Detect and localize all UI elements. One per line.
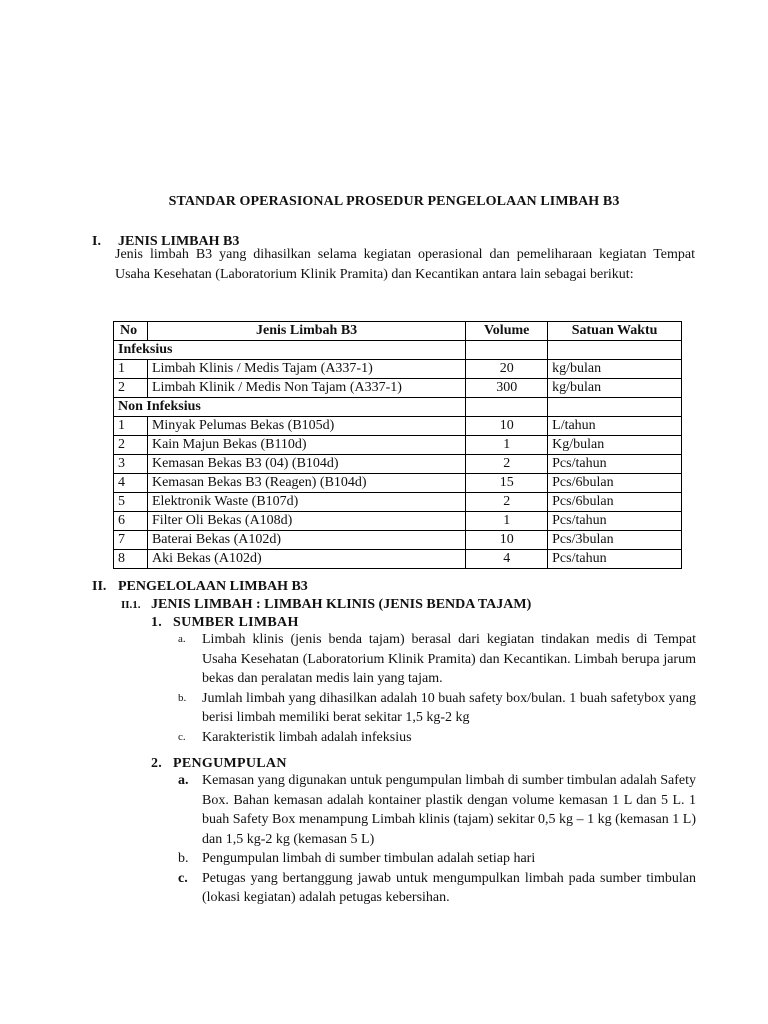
cell-no: 1: [114, 417, 148, 436]
cell-volume: 1: [466, 512, 548, 531]
empty-cell: [548, 341, 682, 360]
step-1-number: 1.: [151, 615, 163, 630]
cell-satuan: Pcs/tahun: [548, 455, 682, 474]
cell-satuan: Kg/bulan: [548, 436, 682, 455]
cell-jenis: Kemasan Bekas B3 (Reagen) (B104d): [147, 474, 465, 493]
cell-volume: 300: [466, 379, 548, 398]
table-row: [114, 474, 682, 493]
step-1-title: SUMBER LIMBAH: [173, 615, 299, 630]
cell-jenis: Aki Bekas (A102d): [147, 550, 465, 569]
section-2-title: PENGELOLAAN LIMBAH B3: [118, 579, 308, 594]
cell-no: 4: [114, 474, 148, 493]
cell-volume: 1: [466, 436, 548, 455]
item-marker: c.: [178, 730, 186, 743]
step-2-title: PENGUMPULAN: [173, 756, 287, 771]
cell-satuan: Pcs/tahun: [548, 550, 682, 569]
section-2-heading: [92, 577, 308, 597]
empty-cell: [548, 398, 682, 417]
section-1-number: I.: [92, 234, 101, 249]
table-header-row: [114, 322, 682, 341]
list-item: [178, 849, 696, 869]
table-row: [114, 436, 682, 455]
header-satuan: Satuan Waktu: [548, 322, 682, 341]
item-text: Pengumpulan limbah di sumber timbulan adalah setiap hari: [202, 851, 536, 866]
subsection-number: II.1.: [121, 599, 141, 611]
cell-volume: 4: [466, 550, 548, 569]
cell-no: 5: [114, 493, 148, 512]
cell-volume: 20: [466, 360, 548, 379]
table-row: [114, 493, 682, 512]
cell-jenis: Kain Majun Bekas (B110d): [147, 436, 465, 455]
step-2-list: [178, 771, 696, 908]
cell-satuan: kg/bulan: [548, 360, 682, 379]
table-group-row: [114, 398, 682, 417]
cell-no: 2: [114, 436, 148, 455]
item-marker: a.: [178, 633, 186, 645]
cell-no: 8: [114, 550, 148, 569]
table-row: [114, 417, 682, 436]
waste-table: [113, 321, 682, 569]
cell-no: 1: [114, 360, 148, 379]
cell-jenis: Minyak Pelumas Bekas (B105d): [147, 417, 465, 436]
cell-jenis: Filter Oli Bekas (A108d): [147, 512, 465, 531]
cell-jenis: Baterai Bekas (A102d): [147, 531, 465, 550]
header-jenis: Jenis Limbah B3: [147, 322, 465, 341]
list-item: [178, 630, 696, 689]
section-1-title: JENIS LIMBAH B3: [118, 234, 240, 249]
table-row: [114, 531, 682, 550]
cell-volume: 15: [466, 474, 548, 493]
cell-satuan: Pcs/tahun: [548, 512, 682, 531]
step-2-number: 2.: [151, 756, 163, 771]
document-title: STANDAR OPERASIONAL PROSEDUR PENGELOLAAN LIMBAH B3: [168, 194, 620, 209]
cell-no: 3: [114, 455, 148, 474]
item-text: Limbah klinis (jenis benda tajam) berasal dari kegiatan tindakan medis di Tempat Usaha Kesehatan (Laboratorium Klinik Pramita) dan Kecantikan. Limbah berupa jarum bekas dan peralatan medis lain yang tajam.: [202, 632, 696, 686]
header-no: No: [114, 322, 148, 341]
group-label: Infeksius: [114, 341, 466, 360]
item-text: Jumlah limbah yang dihasilkan adalah 10 buah safety box/bulan. 1 buah safetybox yang berisi limbah memiliki berat sekitar 1,5 kg-2 kg: [202, 690, 696, 725]
table-row: [114, 455, 682, 474]
empty-cell: [466, 398, 548, 417]
item-text: Karakteristik limbah adalah infeksius: [202, 729, 412, 745]
table-row: [114, 550, 682, 569]
cell-satuan: kg/bulan: [548, 379, 682, 398]
list-item: [178, 869, 696, 908]
item-text: Kemasan yang digunakan untuk pengumpulan limbah di sumber timbulan adalah Safety Box. Bahan kemasan adalah kontainer plastik dengan volume kemasan 1 L dan 5 L. 1 buah Safety Box menampung Limbah klinis (tajam) sekitar 0,5 kg – 1 kg (kemasan 1 L) dan 1,5 kg-2 kg (kemasan 5 L): [202, 773, 696, 847]
cell-volume: 2: [466, 493, 548, 512]
cell-satuan: Pcs/6bulan: [548, 493, 682, 512]
subsection-title: JENIS LIMBAH : LIMBAH KLINIS (JENIS BENDA TAJAM): [151, 597, 532, 612]
item-marker: b.: [178, 851, 189, 866]
cell-satuan: Pcs/3bulan: [548, 531, 682, 550]
cell-volume: 10: [466, 531, 548, 550]
section-1-intro: Jenis limbah B3 yang dihasilkan selama kegiatan operasional dan pemeliharaan kegiatan Tempat Usaha Kesehatan (Laboratorium Klinik Pramita) dan Kecantikan antara lain sebagai berikut:: [115, 247, 695, 282]
item-text: Petugas yang bertanggung jawab untuk mengumpulkan limbah pada sumber timbulan (lokasi kegiatan) adalah petugas kebersihan.: [202, 870, 696, 905]
item-marker: c.: [178, 870, 188, 886]
empty-cell: [466, 341, 548, 360]
list-item: [178, 689, 696, 728]
list-item: [178, 728, 696, 748]
section-2-number: II.: [92, 579, 107, 594]
cell-satuan: L/tahun: [548, 417, 682, 436]
cell-jenis: Elektronik Waste (B107d): [147, 493, 465, 512]
table-row: [114, 379, 682, 398]
cell-no: 6: [114, 512, 148, 531]
cell-no: 2: [114, 379, 148, 398]
cell-jenis: Kemasan Bekas B3 (04) (B104d): [147, 455, 465, 474]
step-1-list: [178, 630, 696, 747]
item-marker: a.: [178, 773, 189, 788]
item-marker: b.: [178, 691, 187, 704]
table-row: [114, 360, 682, 379]
group-label: Non Infeksius: [114, 398, 466, 417]
cell-jenis: Limbah Klinik / Medis Non Tajam (A337-1): [147, 379, 465, 398]
cell-no: 7: [114, 531, 148, 550]
table-row: [114, 512, 682, 531]
list-item: [178, 771, 696, 849]
cell-volume: 2: [466, 455, 548, 474]
cell-jenis: Limbah Klinis / Medis Tajam (A337-1): [147, 360, 465, 379]
cell-volume: 10: [466, 417, 548, 436]
table-group-row: [114, 341, 682, 360]
cell-satuan: Pcs/6bulan: [548, 474, 682, 493]
header-volume: Volume: [466, 322, 548, 341]
